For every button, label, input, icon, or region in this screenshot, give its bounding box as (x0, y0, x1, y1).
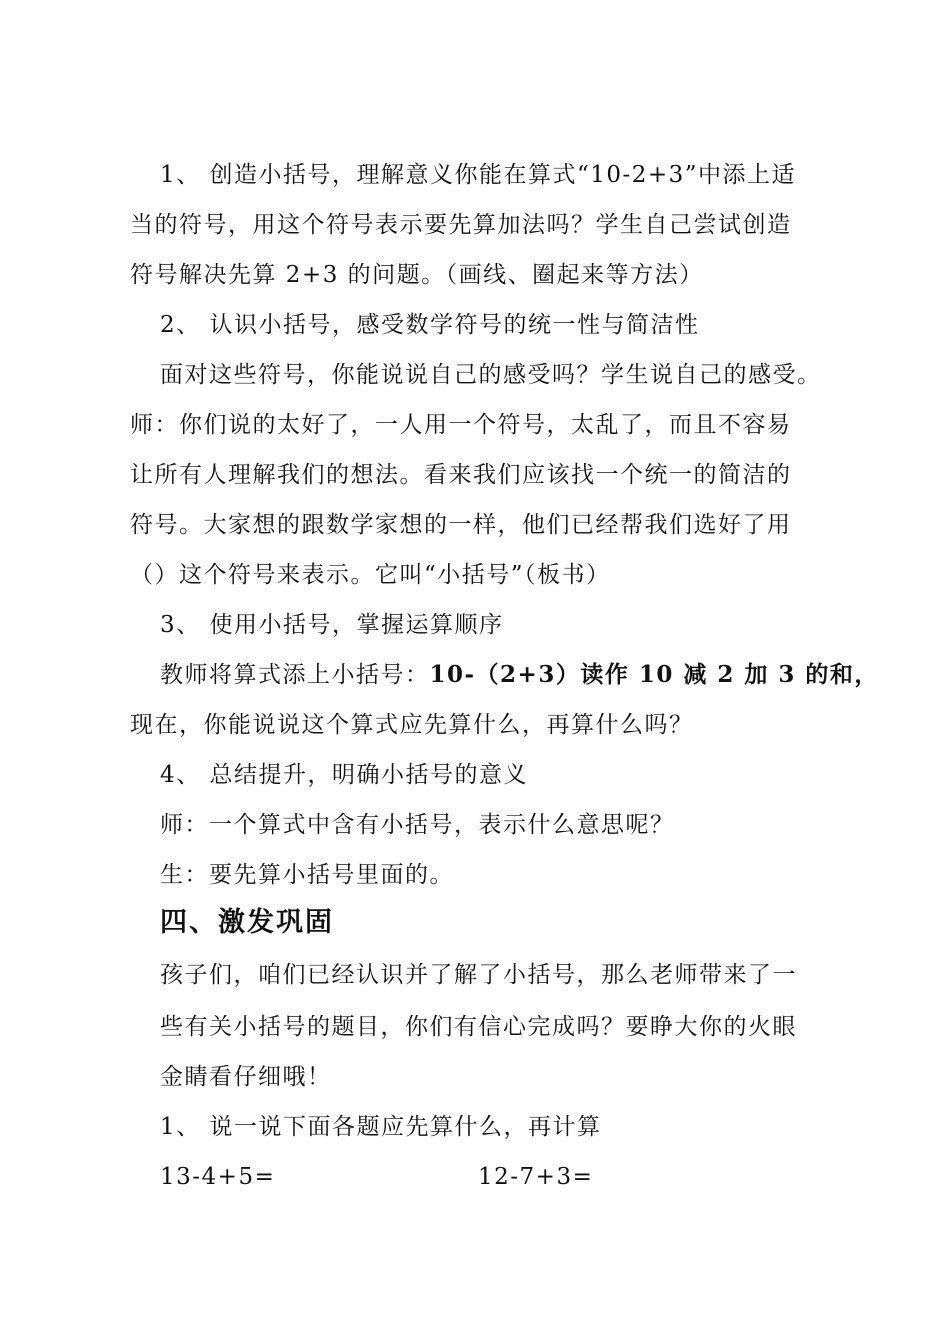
paragraph1-line1: 面对这些符号，你能说说自己的感受吗？学生说自己的感受。 (160, 362, 822, 388)
paragraph1-line4: 符号。大家想的跟数学家想的一样，他们已经帮我们选好了用 (130, 512, 792, 538)
section4-intro-line3: 金睛看仔细哦！ (160, 1064, 332, 1090)
paragraph2-line2: 现在，你能说说这个算式应先算什么，再算什么吗？ (130, 712, 694, 738)
item1-line3: 符号解决先算 2+3 的问题。（画线、圈起来等方法） (130, 262, 704, 288)
paragraph1-line2: 师：你们说的太好了，一人用一个符号，太乱了，而且不容易 (130, 412, 792, 438)
item1-line1: 1、 创造小括号，理解意义你能在算式“10-2+3”中添上适 (160, 162, 797, 188)
paragraph2-line1 (160, 660, 879, 690)
section4-heading: 四、激发巩固 (160, 907, 334, 938)
paragraph2-line1-intro: 教师将算式添上小括号： (160, 662, 430, 688)
exercise-expression-2: 12-7+3= (478, 1164, 594, 1190)
item1-line2: 当的符号，用这个符号表示要先算加法吗？学生自己尝试创造 (130, 212, 792, 238)
item3-title: 3、 使用小括号，掌握运算顺序 (160, 612, 504, 638)
paragraph2-bracket-expression: 10-（2+3）读作 10 减 2 加 3 的和， (429, 661, 879, 688)
teacher-question: 师：一个算式中含有小括号，表示什么意思呢？ (160, 812, 675, 838)
item2-title: 2、 认识小括号，感受数学符号的统一性与简洁性 (160, 312, 700, 338)
section4-intro-line2: 些有关小括号的题目，你们有信心完成吗？要睁大你的火眼 (160, 1014, 797, 1040)
exercise-expression-1: 13-4+5= (160, 1164, 276, 1190)
paragraph1-line5: （）这个符号来表示。它叫“小括号”（板书） (130, 562, 611, 588)
exercise1-title: 1、 说一说下面各题应先算什么，再计算 (160, 1114, 602, 1140)
item4-title: 4、 总结提升，明确小括号的意义 (160, 762, 528, 788)
section4-intro-line1: 孩子们，咱们已经认识并了解了小括号，那么老师带来了一 (160, 962, 797, 988)
student-answer: 生：要先算小括号里面的。 (160, 862, 454, 888)
paragraph1-line3: 让所有人理解我们的想法。看来我们应该找一个统一的简洁的 (130, 462, 792, 488)
